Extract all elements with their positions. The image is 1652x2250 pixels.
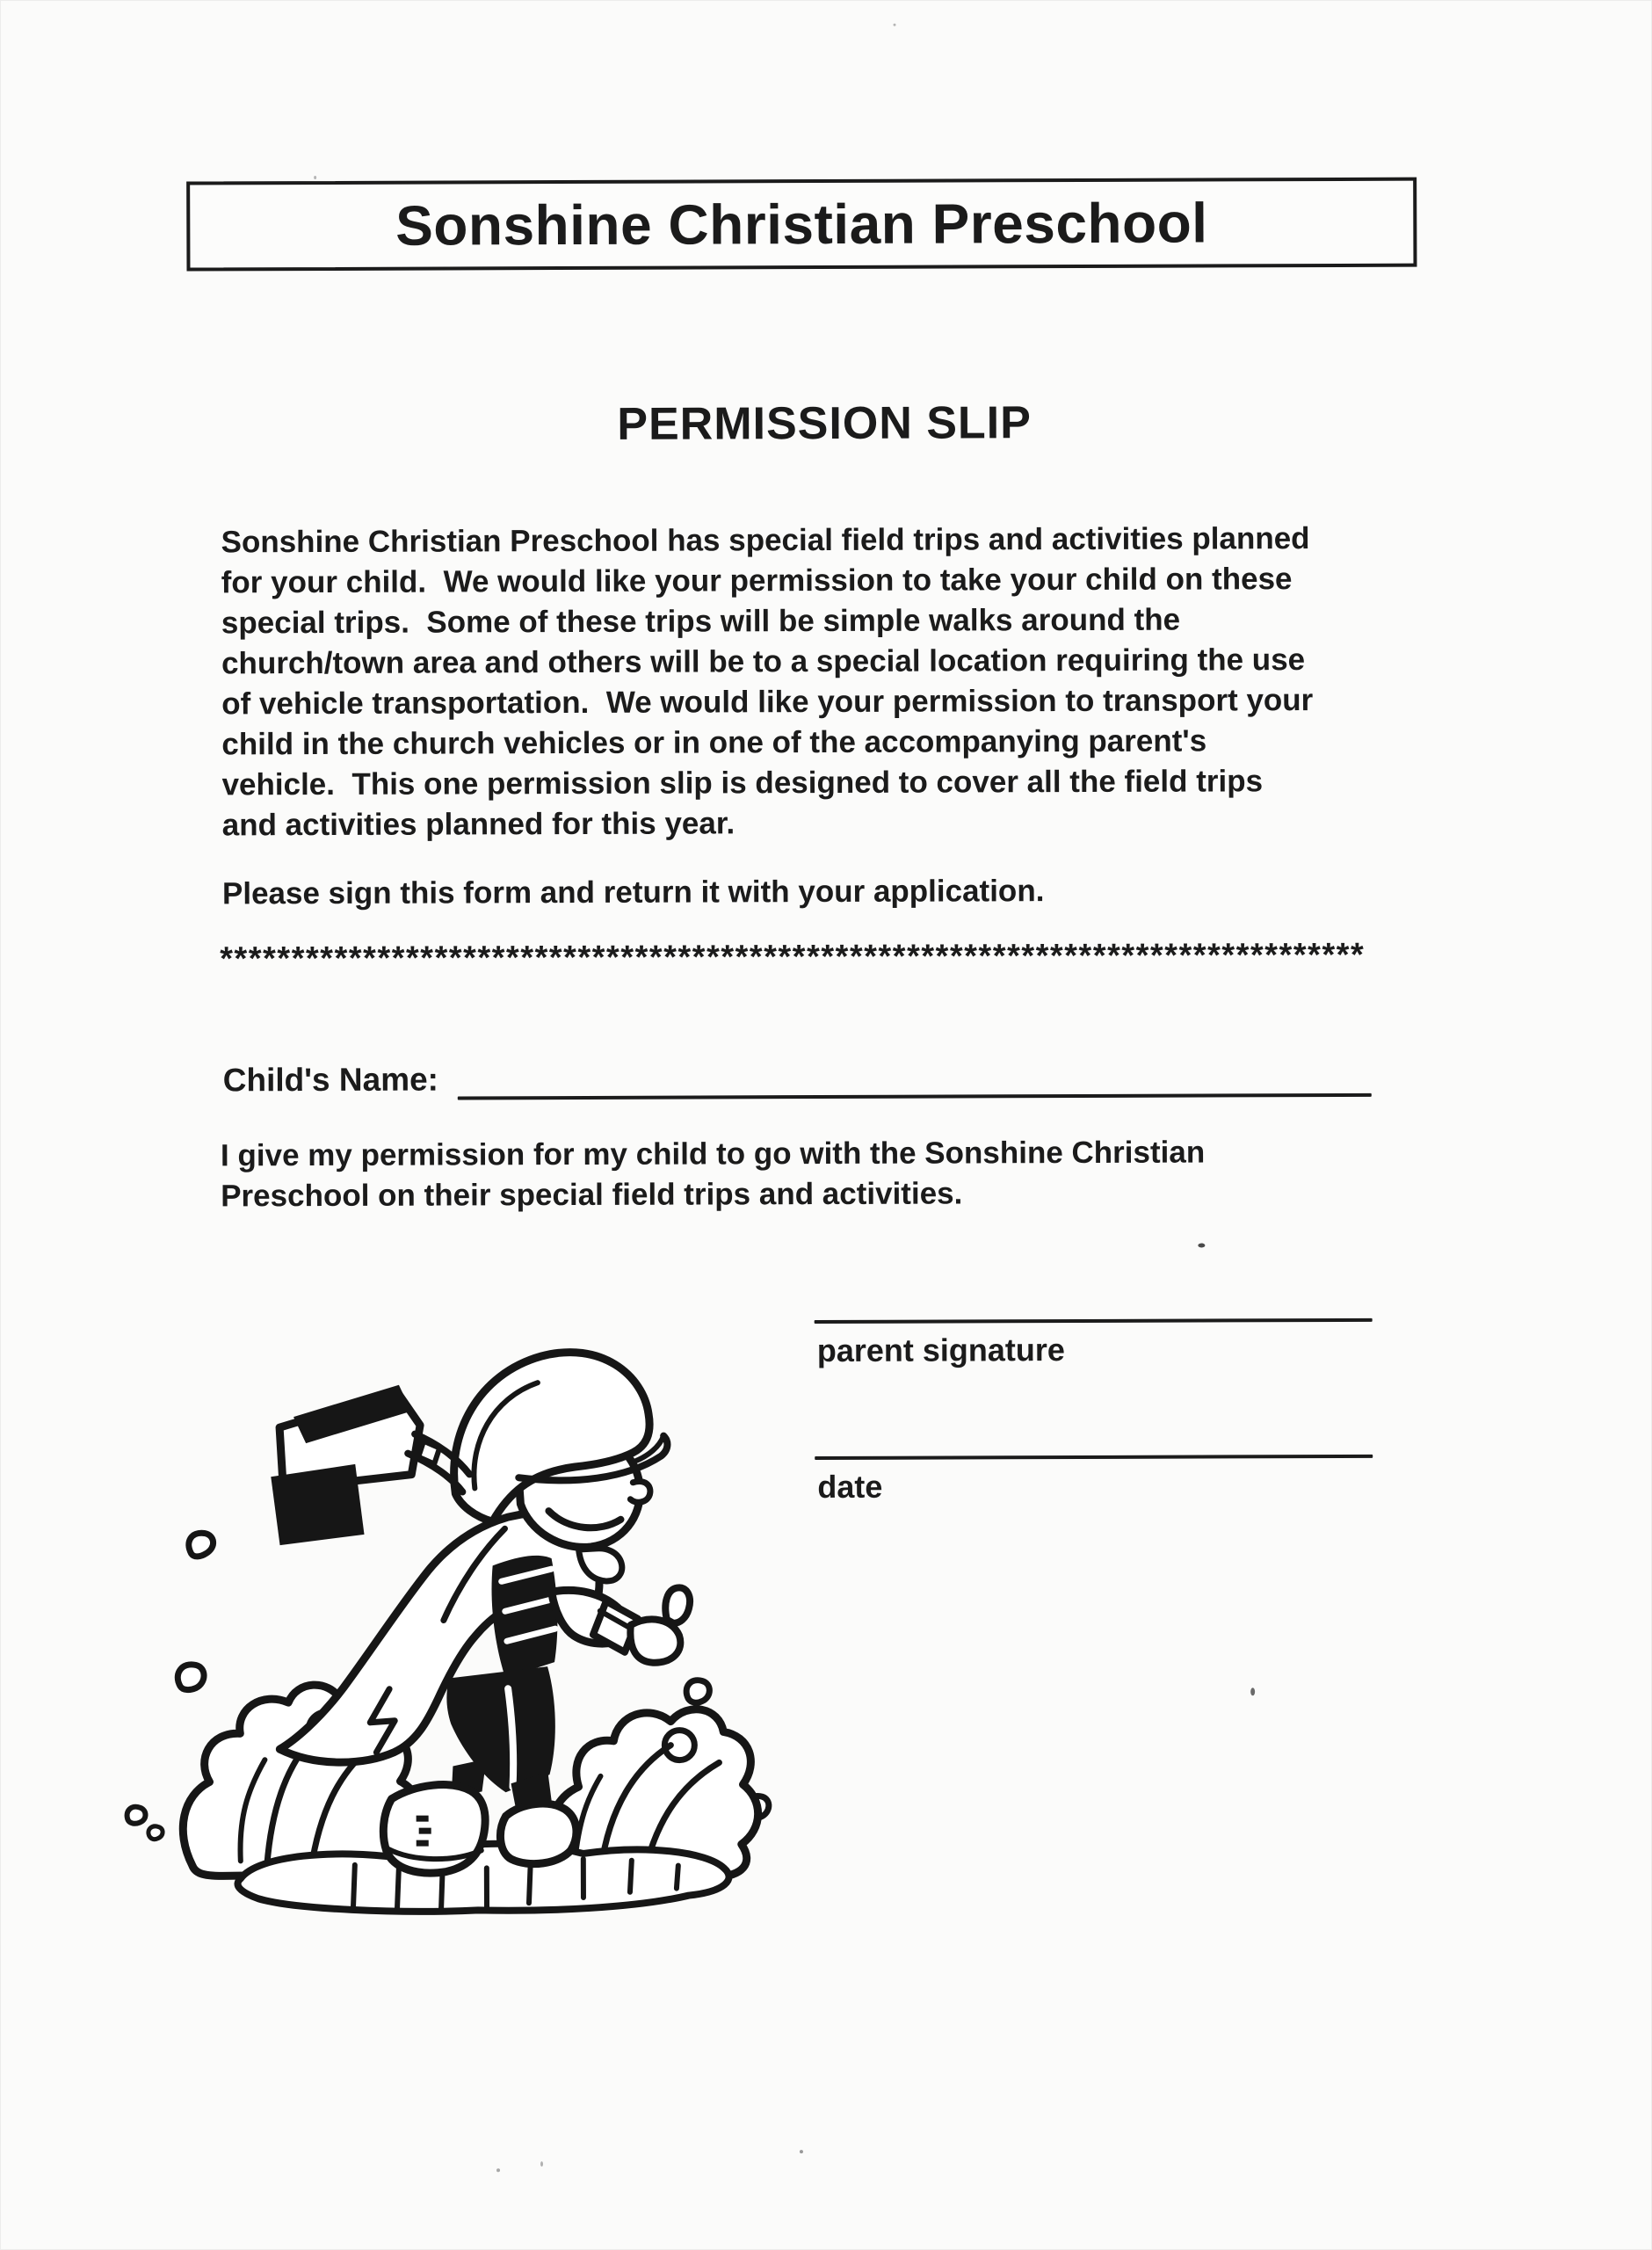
consent-statement: I give my permission for my child to go with the Sonshine Christian Preschool on their special field trips and activities. <box>220 1135 1206 1214</box>
scan-speck <box>1250 1688 1255 1695</box>
child-splashing-through-puddle-illustration <box>107 1301 777 1919</box>
school-name: Sonshine Christian Preschool <box>395 191 1208 258</box>
sign-instruction: Please sign this form and return it with your application. <box>221 874 1045 911</box>
scan-speck <box>1198 1243 1205 1247</box>
scan-speck <box>314 176 316 179</box>
date-label: date <box>817 1468 883 1506</box>
scan-speck <box>540 2161 543 2167</box>
scan-speck <box>800 2150 803 2153</box>
asterisk-divider: ******************************************************************************** <box>220 936 1366 978</box>
date-blank-line <box>815 1455 1373 1460</box>
school-name-banner <box>186 178 1417 272</box>
parent-signature-blank-line <box>815 1318 1373 1324</box>
intro-paragraph: Sonshine Christian Preschool has special field trips and activities planned for your child. We would like your permission to take your child on these special trips. Some of these trips will be simple walks around the church/town area and others will be to a special location requiring the use of vehicle transportation. We would like your permission to transport your child in the church vehicles or in one of the accompanying parent's vehicle. This one permission slip is designed to cover all the field trips and activities planned for this year. <box>221 521 1314 843</box>
child-name-label: Child's Name: <box>222 1061 439 1099</box>
child-name-blank-line <box>458 1093 1372 1100</box>
parent-signature-label: parent signature <box>816 1332 1065 1369</box>
scan-speck <box>894 24 896 26</box>
scan-speck <box>496 2168 500 2172</box>
form-title: PERMISSION SLIP <box>617 397 1032 450</box>
